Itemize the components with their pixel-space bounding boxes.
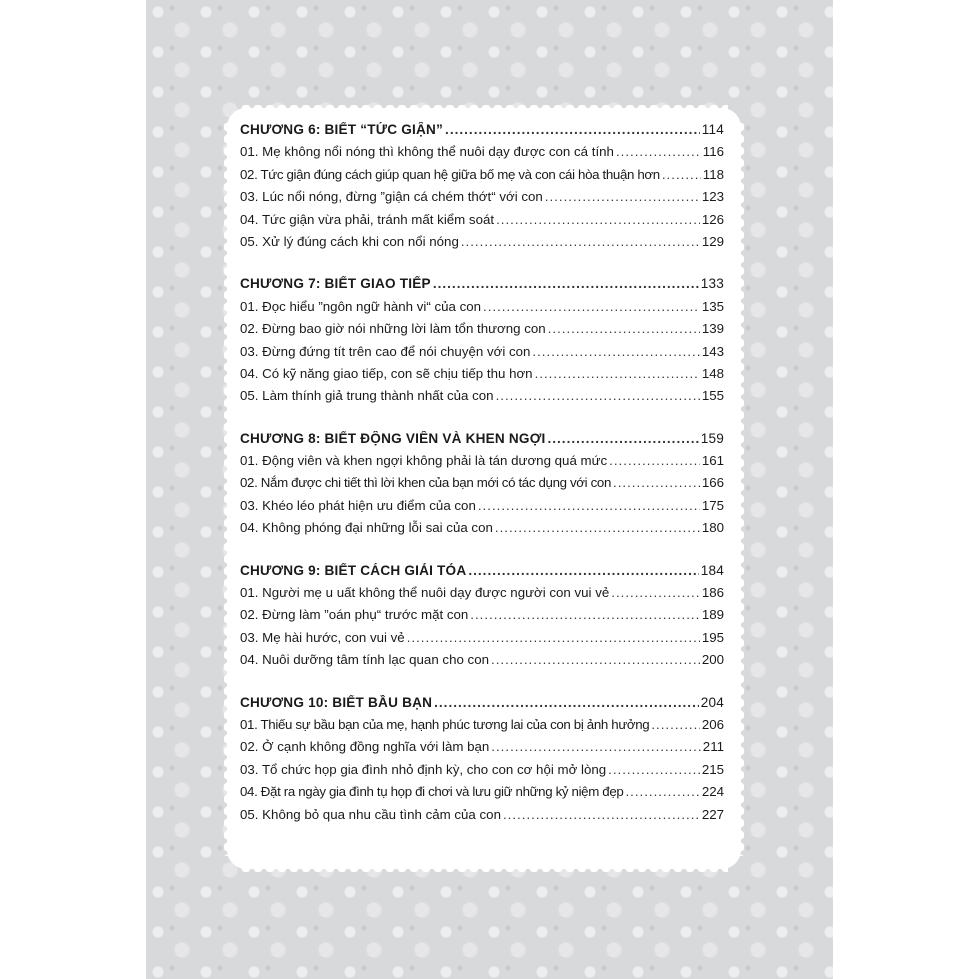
dot-leader [445,122,700,137]
entry-title: 01. Thiếu sự bầu bạn của mẹ, hạnh phúc tương lai của con bị ảnh hưởng [240,716,650,732]
page-number: 133 [700,276,724,292]
page-number: 206 [701,716,724,732]
chapter-title: CHƯƠNG 8: BIẾT ĐỘNG VIÊN VÀ KHEN NGỢI [240,430,546,446]
entry-title: 05. Xử lý đúng cách khi con nổi nóng [240,233,459,249]
toc-entry [240,388,724,410]
toc-entry [240,366,724,388]
scalloped-edge [240,864,728,872]
chapter-heading [240,563,724,585]
page-number: 118 [702,166,724,182]
toc-entry [240,453,724,475]
dot-leader [547,431,698,446]
chapter-10 [240,695,724,829]
page-number: 123 [701,189,724,205]
chapter-heading [240,276,724,298]
toc-entry [240,630,724,652]
page-number: 224 [701,784,724,800]
page-number: 195 [701,629,724,645]
page-number: 139 [701,321,724,337]
entry-title: 03. Mẹ hài hước, con vui vẻ [240,629,405,645]
entry-title: 04. Đặt ra ngày gia đình tụ họp đi chơi và lưu giữ những kỷ niệm đẹp [240,784,624,800]
dot-leader [407,630,700,645]
page-number: 116 [702,144,724,160]
table-of-contents [240,122,724,849]
chapter-6 [240,122,724,256]
page-number: 148 [701,365,724,381]
dot-leader [434,695,699,710]
entry-title: 02. Đừng làm ”oán phụ“ trước mặt con [240,607,469,623]
page-number: 155 [701,388,724,404]
entry-title: 04. Không phóng đại những lỗi sai của con [240,520,493,536]
toc-entry [240,585,724,607]
page-number: 114 [701,122,724,137]
dot-leader [651,717,699,732]
toc-entry [240,652,724,674]
toc-entry [240,498,724,520]
entry-title: 01. Mẹ không nổi nóng thì không thể nuôi dạy được con cá tính [240,144,614,160]
dot-leader [532,344,699,359]
entry-title: 05. Làm thính giả trung thành nhất của con [240,388,494,404]
dot-leader [478,498,700,513]
dot-leader [461,234,700,249]
page-number: 159 [700,430,724,446]
page-number: 161 [701,453,724,469]
dot-leader [433,276,699,291]
scalloped-edge [240,105,728,113]
page-number: 186 [701,585,724,601]
dot-leader [495,520,700,535]
entry-title: 04. Có kỹ năng giao tiếp, con sẽ chịu tiếp thu hơn [240,365,533,381]
dot-leader [496,212,700,227]
entry-title: 01. Động viên và khen ngợi không phải là tán dương quá mức [240,453,608,469]
entry-title: 04. Tức giận vừa phải, tránh mất kiểm soát [240,211,495,227]
entry-title: 03. Tổ chức họp gia đình nhỏ định kỳ, cho con cơ hội mở lòng [240,761,607,777]
dot-leader [491,652,700,667]
dot-leader [491,739,701,754]
toc-entry [240,717,724,739]
entry-title: 01. Người mẹ u uất không thể nuôi dạy được người con vui vẻ [240,585,610,601]
chapter-title: CHƯƠNG 7: BIẾT GIAO TIẾP [240,276,431,292]
table-of-contents-card [230,111,738,866]
page-number: 143 [701,343,724,359]
chapter-9 [240,563,724,675]
toc-entry [240,807,724,829]
toc-entry [240,299,724,321]
toc-entry [240,234,724,256]
dot-leader [662,167,701,182]
toc-entry [240,739,724,761]
entry-title: 03. Đừng đứng tít trên cao để nói chuyện với con [240,343,531,359]
entry-title: 05. Không bỏ qua nhu cầu tình cảm của con [240,806,501,822]
chapter-title: CHƯƠNG 6: BIẾT “TỨC GIẬN” [240,122,444,137]
dot-leader [496,388,700,403]
toc-entry [240,167,724,189]
chapter-heading [240,122,724,144]
entry-title: 01. Đọc hiểu ”ngôn ngữ hành vi“ của con [240,298,482,314]
dot-leader [468,563,698,578]
entry-title: 02. Nắm được chi tiết thì lời khen của bạn mới có tác dụng với con [240,475,612,491]
chapter-8 [240,431,724,543]
page-number: 200 [701,652,724,668]
dot-leader [483,299,700,314]
dot-leader [611,585,700,600]
page-number: 204 [700,694,724,710]
page-number: 129 [701,233,724,249]
dot-leader [616,144,701,159]
dot-leader [535,366,700,381]
page-number: 126 [701,211,724,227]
entry-title: 02. Tức giận đúng cách giúp quan hệ giữa bố mẹ và con cái hòa thuận hơn [240,166,660,182]
dot-leader [470,607,700,622]
dot-leader [613,475,700,490]
page-number: 175 [701,497,724,513]
chapter-heading [240,695,724,717]
dot-leader [608,762,700,777]
toc-entry [240,762,724,784]
entry-title: 03. Lúc nổi nóng, đừng ”giận cá chém thớt“ với con [240,189,543,205]
entry-title: 04. Nuôi dưỡng tâm tính lạc quan cho con [240,652,489,668]
toc-entry [240,475,724,497]
chapter-title: CHƯƠNG 10: BIẾT BẦU BẠN [240,694,433,710]
toc-entry [240,189,724,211]
dot-leader [548,321,700,336]
dot-leader [503,807,700,822]
page-number: 135 [701,298,724,314]
page-number: 166 [701,475,724,491]
chapter-heading [240,431,724,453]
page-number: 211 [702,739,724,755]
dot-leader [609,453,700,468]
page-number: 189 [701,607,724,623]
page-number: 180 [701,520,724,536]
entry-title: 02. Đừng bao giờ nói những lời làm tổn thương con [240,321,546,337]
page-number: 184 [700,562,724,578]
chapter-7 [240,276,724,410]
dot-leader [545,189,700,204]
page-number: 215 [701,761,724,777]
chapter-title: CHƯƠNG 9: BIẾT CÁCH GIẢI TỎA [240,562,467,578]
toc-entry [240,520,724,542]
dot-leader [625,784,699,799]
toc-entry [240,212,724,234]
toc-entry [240,321,724,343]
entry-title: 02. Ở cạnh không đồng nghĩa với làm bạn [240,739,490,755]
toc-entry [240,784,724,806]
page-number: 227 [701,806,724,822]
toc-entry [240,344,724,366]
toc-entry [240,144,724,166]
entry-title: 03. Khéo léo phát hiện ưu điểm của con [240,497,476,513]
toc-entry [240,607,724,629]
